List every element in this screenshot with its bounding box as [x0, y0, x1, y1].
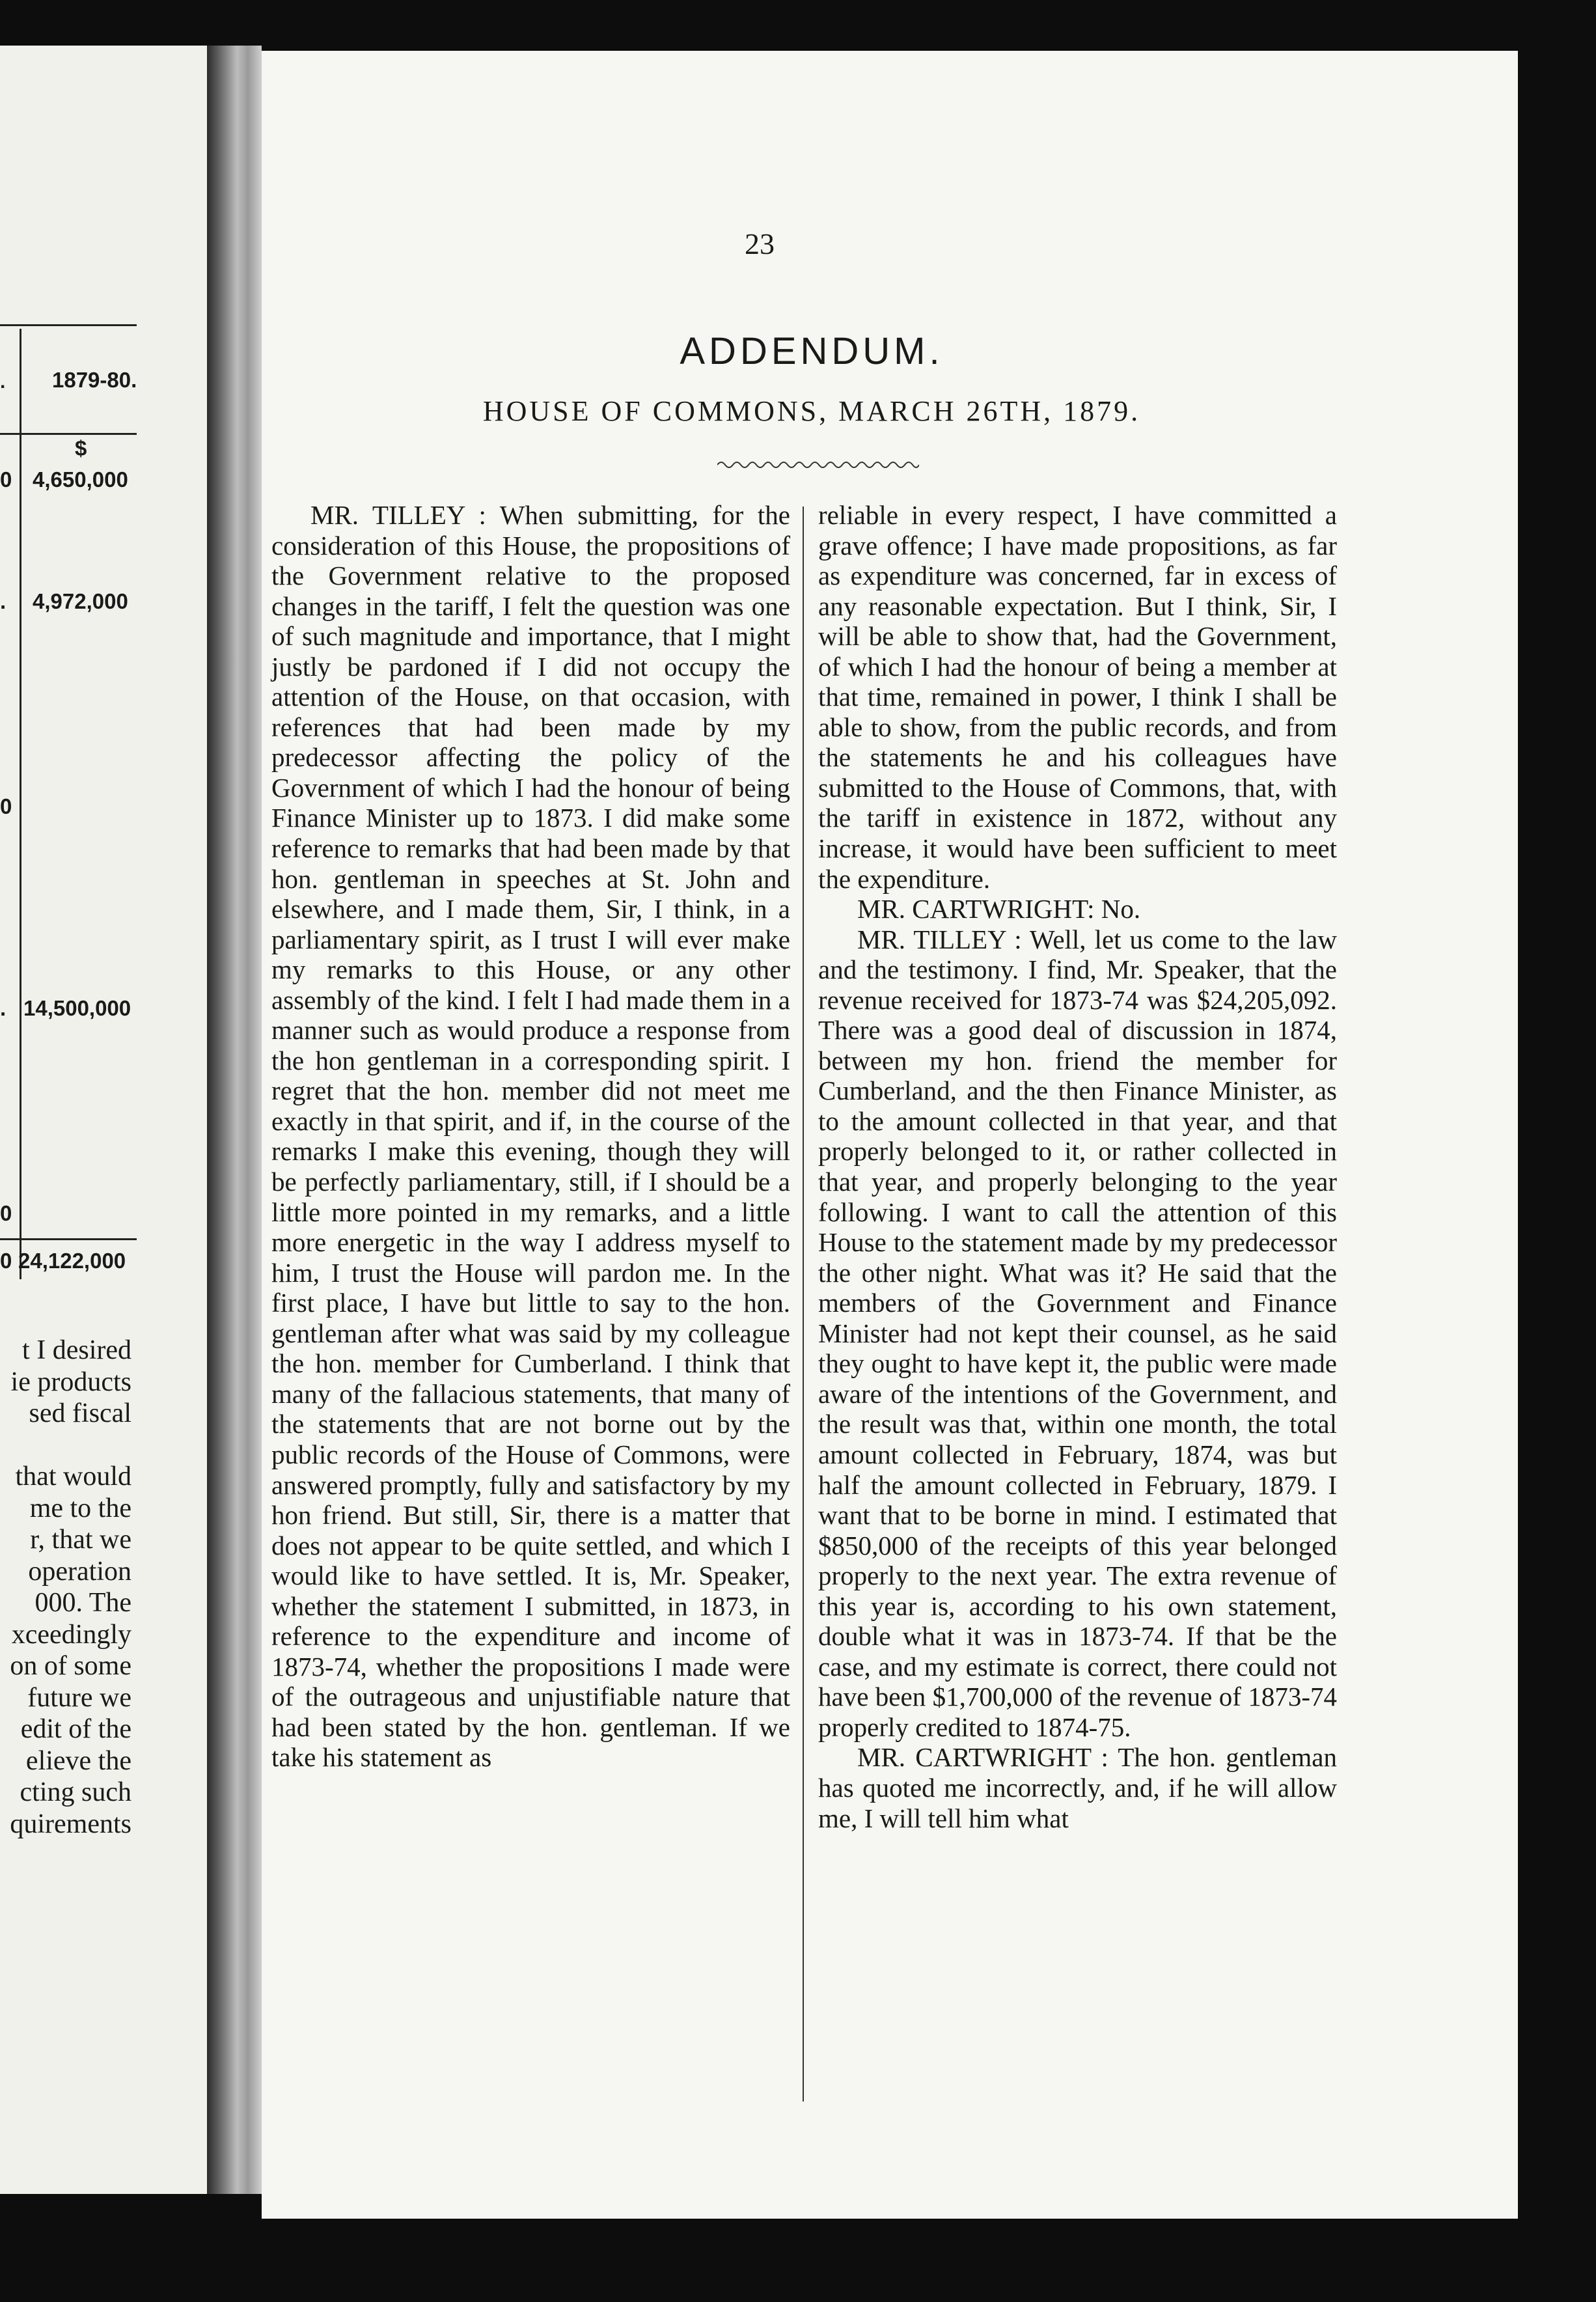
table-header: 1879-80.	[52, 368, 137, 392]
table-cell-prefix: .	[0, 371, 6, 393]
table-cell-prefix: 0	[0, 467, 12, 492]
text-line: on of some	[10, 1651, 131, 1681]
text-line: that would	[15, 1462, 131, 1491]
column-divider	[803, 506, 804, 2101]
text-column-right	[818, 500, 1337, 1833]
table-currency: $	[75, 436, 87, 460]
page-title: ADDENDUM.	[680, 330, 944, 372]
table-cell-prefix: .	[0, 589, 7, 613]
table-cell-prefix: 0	[0, 1249, 12, 1273]
page-subtitle: HOUSE OF COMMONS, MARCH 26TH, 1879.	[482, 395, 1141, 427]
table-cell-value: 4,650,000	[33, 467, 128, 492]
document-page	[262, 51, 1518, 2219]
paragraph: MR. TILLEY : Well, let us come to the law and the testimony. I find, Mr. Speaker, that the revenue received for 1873-74 was $24,205,092. There was a good deal of discussion in 1874, between my hon. friend the member for Cumberland, and the then Finance Minister, as to the amount collected in that year, and that properly belonged to it, or rather collected in that year, and properly belonging to the year following. I want to call the attention of this House to the statement made by my predecessor the other night. What was it? He said that the members of the Government and Finance Minister had not kept their counsel, as he said they ought to have kept it, the public were made aware of the intentions of the Government, and the result was that, within one month, the total amount collected in February, 1874, was but half the amount collected in February, 1879. I want that to be borne in mind. I estimated that $850,000 of the receipts of this year belonged properly to the next year. The extra revenue of this year is, according to his own statement, double what it was in 1873-74. If that be the case, and my estimate is correct, there could not have been $1,700,000 of the revenue of 1873-74 properly credited to 1874-75.	[818, 924, 1337, 1742]
table-cell-prefix: 0	[0, 794, 12, 818]
text-line	[0, 1430, 131, 1462]
text-line: cting such	[20, 1777, 131, 1807]
text-column-left	[271, 500, 790, 1773]
text-line: operation	[28, 1556, 131, 1587]
wavy-ornament-icon	[717, 458, 919, 471]
text-line: r, that we	[30, 1525, 131, 1555]
facing-page-text	[0, 1335, 131, 1840]
facing-page-fragment	[0, 46, 207, 2194]
table-total-rule	[0, 1238, 137, 1240]
text-line: future we	[27, 1682, 131, 1713]
paragraph: MR. CARTWRIGHT : The hon. gentleman has quoted me incorrectly, and, if he will allow me, I will tell him what	[818, 1742, 1337, 1833]
page-number: 23	[745, 227, 775, 260]
paragraph: MR. CARTWRIGHT: No.	[857, 894, 1141, 924]
text-line: edit of the	[20, 1714, 131, 1744]
table-cell-value: 4,972,000	[33, 589, 128, 613]
text-line: xceedingly	[11, 1619, 131, 1650]
table-column-line	[20, 329, 21, 1279]
text-line: elieve the	[25, 1745, 131, 1776]
table-cell-prefix: 0	[0, 1201, 12, 1225]
text-line: ie products	[10, 1366, 131, 1397]
table-cell-prefix: .	[0, 996, 7, 1020]
text-line: t I desired	[22, 1335, 131, 1365]
text-line: quirements	[10, 1809, 131, 1839]
table-header-rule	[0, 433, 137, 435]
text-line: 000. The	[34, 1588, 131, 1618]
text-line: sed fiscal	[29, 1398, 131, 1428]
text-line: me to the	[29, 1493, 131, 1523]
paragraph: reliable in every respect, I have committed a grave offence; I have made propositions, as far as expenditure was concerned, far in excess of any reasonable expectation. But I think, Sir, I will be able to show that, had the Government, of which I had the honour of being a member at that time, remained in power, I think I shall be able to show, from the public records, and from the statements he and his colleagues have submitted to the House of Commons, that, with the tariff in existence in 1872, without any increase, it would have been sufficient to meet the expenditure.	[818, 500, 1337, 894]
table-top-rule	[0, 324, 137, 326]
paragraph: MR. TILLEY : When submitting, for the consideration of this House, the propositions of the Government relative to the proposed changes in the tariff, I felt the question was one of such magnitude and importance, that I might justly be pardoned if I did not occupy the attention of the House, on that occasion, with references that had been made by my predecessor affecting the policy of the Government of which I had the honour of being Finance Minister up to 1873. I did make some reference to remarks that had been made by that hon. gentleman in speeches at St. John and elsewhere, and I made them, Sir, I think, in a parliamentary spirit, as I trust I will ever make my remarks to this House, or any other assembly of the kind. I felt I had made them in a manner such as would produce a response from the hon gentleman in a corresponding spirit. I regret that the hon. member did not meet me exactly in that spirit, and if, in the course of the remarks I make this evening, though they will be perfectly parliamentary, still, if I should be a little more pointed in my remarks, and a little more energetic in the way I address myself to him, I trust the House will pardon me. In the first place, I have but little to say to the hon. gentleman after what was said by my colleague the hon. member for Cumberland. I think that many of the fallacious statements, that many of the statements that are not borne out by the public records of the House of Commons, were answered promptly, fully and satisfactory by my hon friend. But still, Sir, there is a matter that does not appear to be quite settled, and which I would like to have settled. It is, Mr. Speaker, whether the statement I submitted, in 1873, in reference to the expenditure and income of 1873-74, whether the propositions I made were of the outrageous and unjustifiable nature that had been stated by the hon. gentleman. If we take his statement as	[271, 500, 790, 1773]
table-cell-value: 24,122,000	[18, 1249, 126, 1273]
table-cell-value: 14,500,000	[23, 996, 131, 1020]
